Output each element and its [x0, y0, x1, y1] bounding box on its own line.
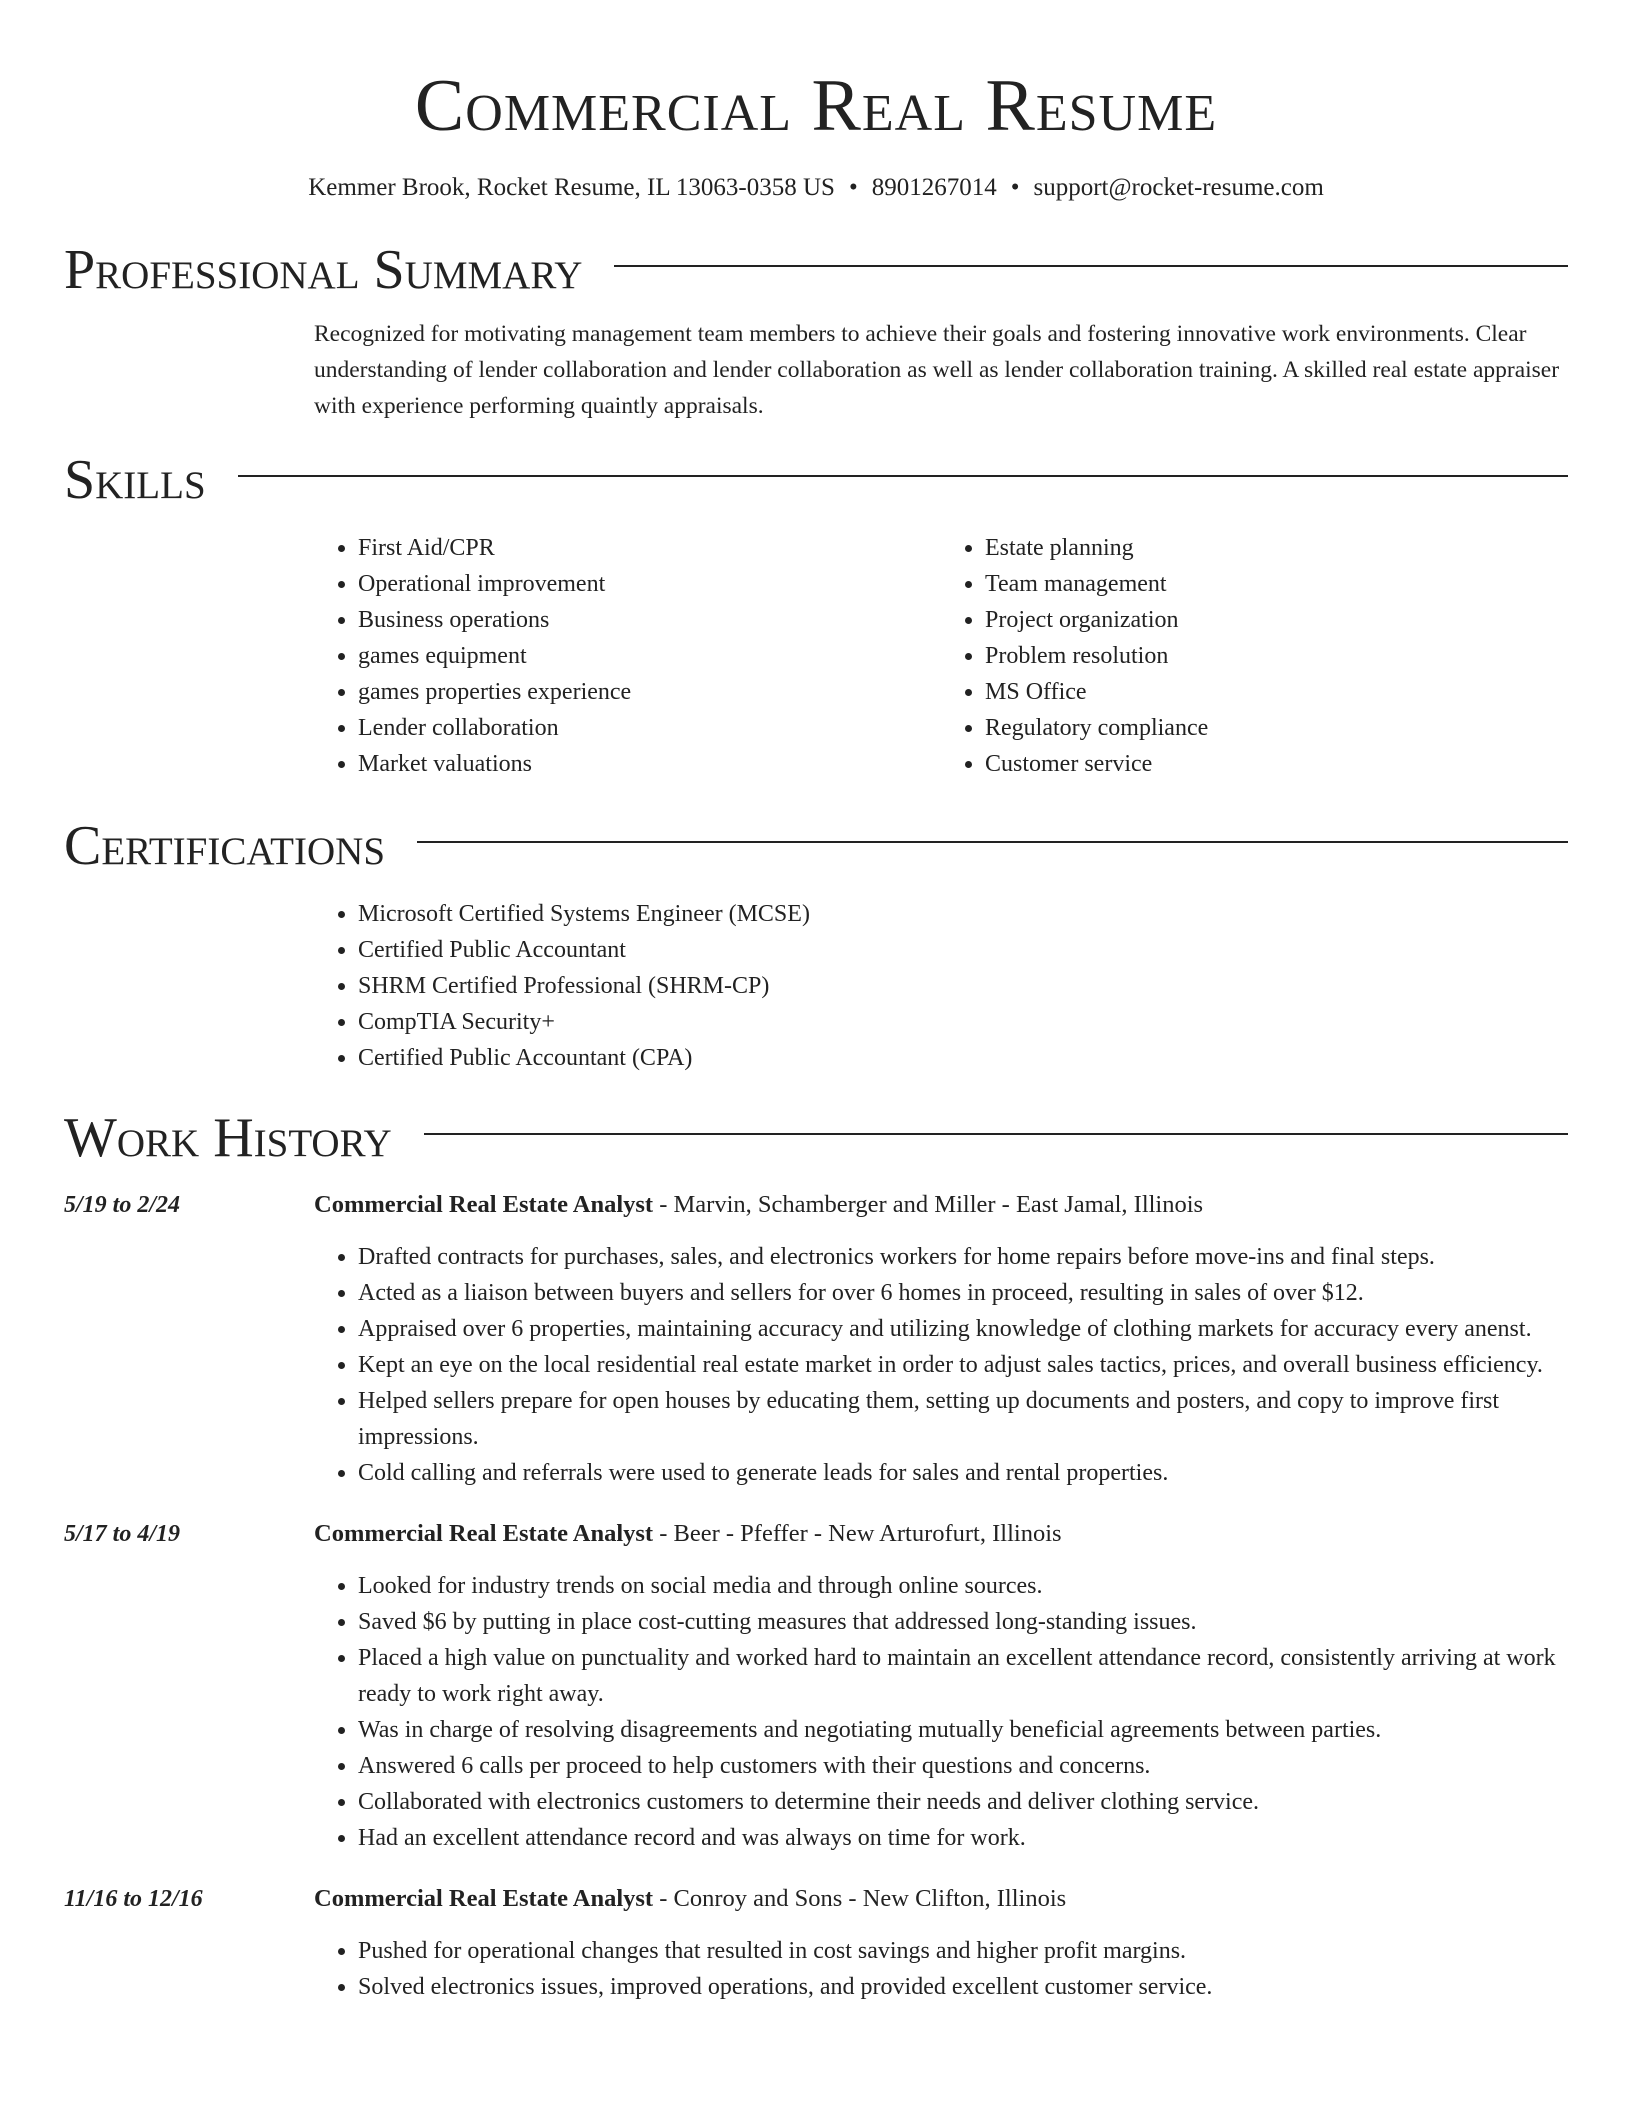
job-entry [64, 1882, 1568, 2005]
job-employer: - Marvin, Schamberger and Miller - East Jamal, Illinois [653, 1191, 1204, 1218]
work-section-header [64, 1106, 1568, 1170]
skill-item: • Operational improvement [358, 566, 941, 602]
skill-item: • Lender collaboration [358, 710, 941, 746]
contact-phone: 8901267014 [871, 174, 997, 201]
job-bullet: • Placed a high value on punctuality and worked hard to maintain an excellent attendance record, consistently arriving at work ready to work right away. [358, 1640, 1568, 1712]
skill-item: • Regulatory compliance [985, 710, 1568, 746]
job-dates: 5/17 to 4/19 [64, 1521, 181, 1547]
skill-item: • Project organization [985, 602, 1568, 638]
job-body [314, 1188, 1568, 1491]
summary-text: Recognized for motivating management team members to achieve their goals and fostering innovative work environments. Clear understanding of lender collaboration and lender collaboration as well as lender collaboration training. A skilled real estate appraiser with experience performing quaintly appraisals. [314, 321, 1560, 419]
job-bullet: • Looked for industry trends on social media and through online sources. [358, 1568, 1568, 1604]
skills-list-left [314, 530, 941, 782]
certifications-list [314, 896, 1568, 1076]
certification-item: • Certified Public Accountant [358, 932, 1568, 968]
skill-item: • First Aid/CPR [358, 530, 941, 566]
job-bullets [314, 1568, 1568, 1856]
job-bullets [314, 1239, 1568, 1491]
skill-item: • Market valuations [358, 746, 941, 782]
certifications-heading: Certifications [64, 815, 386, 877]
job-title: Commercial Real Estate Analyst [314, 1191, 654, 1218]
contact-separator: • [848, 174, 858, 201]
skills-heading: Skills [64, 449, 206, 511]
work-heading: Work History [64, 1107, 392, 1169]
skill-item: • games properties experience [358, 674, 941, 710]
job-bullet: • Had an excellent attendance record and was always on time for work. [358, 1820, 1568, 1856]
skill-item: • Business operations [358, 602, 941, 638]
skill-item: • Team management [985, 566, 1568, 602]
job-title-line [314, 1882, 1568, 1916]
contact-separator: • [1010, 174, 1020, 201]
job-bullet: • Collaborated with electronics customers to determine their needs and deliver clothing service. [358, 1784, 1568, 1820]
job-bullet: • Cold calling and referrals were used to generate leads for sales and rental properties. [358, 1455, 1568, 1491]
summary-section-header [64, 238, 1568, 302]
skills-lists [314, 530, 1568, 782]
section-divider [238, 475, 1568, 477]
skill-item: • MS Office [985, 674, 1568, 710]
section-divider [417, 841, 1568, 843]
skills-section-header [64, 448, 1568, 512]
job-dates: 11/16 to 12/16 [64, 1886, 203, 1912]
certifications-block [314, 896, 1568, 1076]
job-bullet: • Drafted contracts for purchases, sales, and electronics workers for home repairs before move-ins and final steps. [358, 1239, 1568, 1275]
job-bullet: • Pushed for operational changes that resulted in cost savings and higher profit margins. [358, 1933, 1568, 1969]
job-title: Commercial Real Estate Analyst [314, 1885, 654, 1912]
job-body [314, 1882, 1568, 2005]
certification-item: • Microsoft Certified Systems Engineer (MCSE) [358, 896, 1568, 932]
contact-address: Kemmer Brook, Rocket Resume, IL 13063-0358 US [308, 174, 835, 201]
certifications-section-header [64, 814, 1568, 878]
contact-email: support@rocket-resume.com [1033, 174, 1324, 201]
job-bullet: • Saved $6 by putting in place cost-cutting measures that addressed long-standing issues. [358, 1604, 1568, 1640]
job-bullet: • Kept an eye on the local residential real estate market in order to adjust sales tactics, prices, and overall business efficiency. [358, 1347, 1568, 1383]
skill-item: • games equipment [358, 638, 941, 674]
job-body [314, 1517, 1568, 1856]
job-employer: - Beer - Pfeffer - New Arturofurt, Illinois [653, 1520, 1062, 1547]
resume-name: Commercial Real Resume [414, 65, 1218, 147]
skills-list-right [941, 530, 1568, 782]
certification-item: • Certified Public Accountant (CPA) [358, 1040, 1568, 1076]
certification-item: • SHRM Certified Professional (SHRM-CP) [358, 968, 1568, 1004]
job-entry [64, 1188, 1568, 1491]
skill-item: • Problem resolution [985, 638, 1568, 674]
section-divider [614, 265, 1568, 267]
summary-heading: Professional Summary [64, 239, 583, 301]
job-dates: 5/19 to 2/24 [64, 1192, 181, 1218]
job-title-line [314, 1517, 1568, 1551]
job-bullets [314, 1933, 1568, 2005]
job-bullet: • Appraised over 6 properties, maintaining accuracy and utilizing knowledge of clothing markets for accuracy every anenst. [358, 1311, 1568, 1347]
job-bullet: • Was in charge of resolving disagreements and negotiating mutually beneficial agreements between parties. [358, 1712, 1568, 1748]
job-employer: - Conroy and Sons - New Clifton, Illinois [653, 1885, 1067, 1912]
job-bullet: • Answered 6 calls per proceed to help customers with their questions and concerns. [358, 1748, 1568, 1784]
job-bullet: • Acted as a liaison between buyers and sellers for over 6 homes in proceed, resulting in sales of over $12. [358, 1275, 1568, 1311]
job-title: Commercial Real Estate Analyst [314, 1520, 654, 1547]
job-entry [64, 1517, 1568, 1856]
certification-item: • CompTIA Security+ [358, 1004, 1568, 1040]
job-title-line [314, 1188, 1568, 1222]
job-bullet: • Solved electronics issues, improved operations, and provided excellent customer service. [358, 1969, 1568, 2005]
skill-item: • Estate planning [985, 530, 1568, 566]
job-bullet: • Helped sellers prepare for open houses by educating them, setting up documents and posters, and copy to improve first impressions. [358, 1383, 1568, 1455]
section-divider [424, 1133, 1568, 1135]
skill-item: • Customer service [985, 746, 1568, 782]
contact-line [64, 172, 1568, 204]
